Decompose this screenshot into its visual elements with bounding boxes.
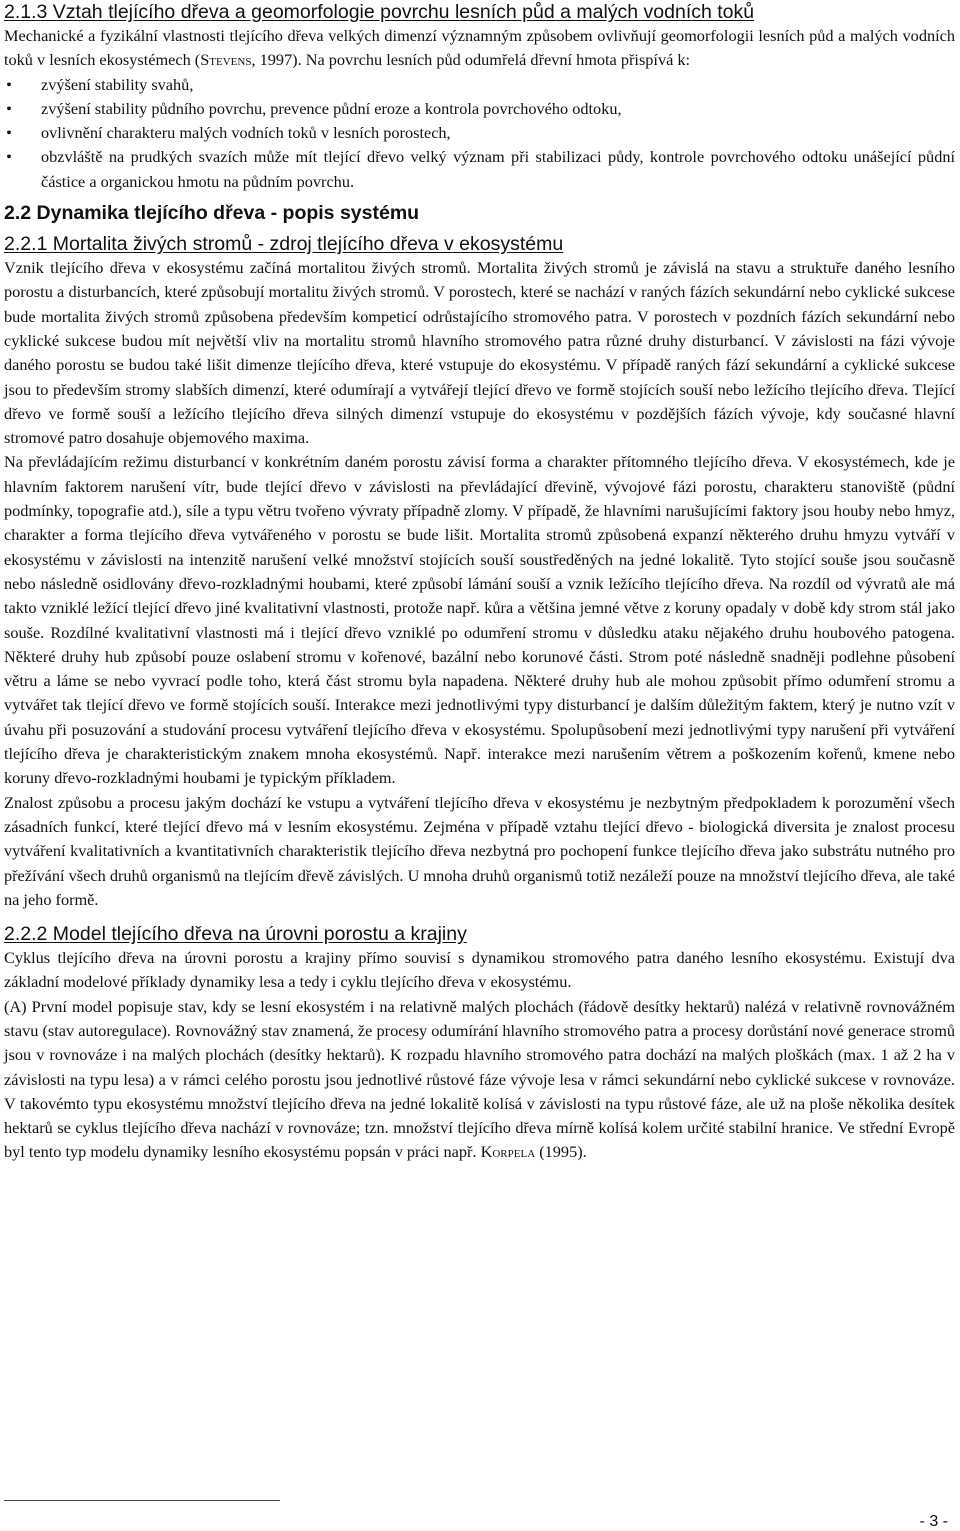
section-heading-2-2-2: 2.2.2 Model tlejícího dřeva na úrovni porostu a krajiny (4, 923, 467, 946)
bullet-icon: • (6, 98, 12, 118)
paragraph: Cyklus tlejícího dřeva na úrovni porostu a krajiny přímo souvisí s dynamikou stromového patra daného lesního ekosystému. Existují dva základní modelové příklady dynamiky lesa a tedy i cyklu tlejícího dřeva v ekosystému. (4, 948, 955, 992)
document-page (4, 0, 955, 1165)
list-item (4, 145, 955, 194)
bullet-icon: • (6, 147, 12, 167)
paragraph: Znalost způsobu a procesu jakým dochází ke vstupu a vytváření tlejícího dřeva v ekosystému je nezbytným předpokladem k porozumění všech zásadních funkcí, které tlející dřevo má v lesním ekosystému. Zejména v případě vztahu tlející dřevo - biologická diversita je znalost procesu vytváření kvalitativních a kvantitativních charakteristik tlejícího dřeva nezbytná pro pochopení funkce tlejícího dřeva jako substrátu nutného pro přežívání všech druhů organismů na tlejícím dřevě závislých. U mnoha druhů organismů totiž nezáleží pouze na množství tlejícího dřeva, ale také na jeho formě. (4, 792, 955, 909)
citation-author-korpela: Korpela (480, 1142, 536, 1162)
list-item-text: ovlivnění charakteru malých vodních toků v lesních porostech, (41, 123, 451, 143)
paragraph (4, 995, 955, 1165)
intro-text-before: Mechanické a fyzikální vlastnosti tlejícího dřeva velkých dimenzí významným způsobem ovlivňují geomorfologii lesních půd a malých vodních toků v lesních ekosystémech ( (4, 26, 955, 70)
section-heading-2-1-3: 2.1.3 Vztah tlejícího dřeva a geomorfologie povrchu lesních půd a malých vodních toků (4, 1, 755, 23)
paragraph-text-after: (1995). (535, 1142, 587, 1162)
list-item-text: zvýšení stability půdního povrchu, prevence půdní eroze a kontrola povrchového odtoku, (41, 98, 622, 118)
intro-paragraph (4, 24, 955, 73)
list-item (4, 121, 955, 145)
bullet-list (4, 73, 955, 194)
paragraph-text-before: (A) První model popisuje stav, kdy se lesní ekosystém i na relativně malých plochách (řádově desítky hektarů) nalézá v relativně rovnovážném stavu (stav autoregulace). Rovnovážný stav znamená, že procesy odumírání hlavního stromového patra a procesy dorůstání nové generace stromů jsou v rovnováze i na malých plochách (desítky hektarů). K rozpadu hlavního stromového patra dochází na malých ploškách (max. 1 až 2 ha v závislosti na typu lesa) a v rámci celého porostu jsou jednotlivé růstové fáze vývoje lesa v rámci sekundární nebo cyklické sukcese v rovnováze. V takovémto typu ekosystému množství tlejícího dřeva na jedné lokalitě kolísá v závislosti na typu růstové fáze, ale už na ploše několika desítek hektarů se cyklus tlejícího dřeva nachází v rovnováze; tzn. množství tlejícího dřeva mírně kolísá kolem určité stabilní hranice. Ve střední Evropě byl tento typ modelu dynamiky lesního ekosystému popsán v práci např. (4, 996, 955, 1162)
bullet-icon: • (6, 74, 12, 94)
bullet-icon: • (6, 123, 12, 143)
list-item-text: zvýšení stability svahů, (41, 74, 194, 94)
list-item (4, 73, 955, 97)
list-item-text: obzvláště na prudkých svazích může mít tlející dřevo velký význam při stabilizaci půdy, kontrole povrchového odtoku unášející půdní částice a organickou hmotu na půdním povrchu. (41, 147, 955, 191)
section-heading-2-2-1: 2.2.1 Mortalita živých stromů - zdroj tlejícího dřeva v ekosystému (4, 233, 564, 256)
page-number: - 3 - (919, 1513, 948, 1530)
paragraph: Na převládajícím režimu disturbancí v konkrétním daném porostu závisí forma a charakter přítomného tlejícího dřeva. V ekosystémech, kde je hlavním faktorem narušení vítr, bude tlející dřevo v závislosti na převládající dřevině, vývojové fázi porostu, charakteru stanoviště (půdní podmínky, topografie atd.), síle a typu větru tvořeno vývraty případně zlomy. V případě, že hlavními narušujícími faktory jsou houby nebo hmyz, charakter a forma tlejícího dřeva vytvářeného v porostu se bude lišit. Mortalita stromů způsobená expanzí některého druhu hmyzu vytváří v ekosystému v závislosti na intenzitě narušení velké množství stojících souší soustředěných na jedné lokalitě. Tyto stojící souše jsou současně nebo následně osidlovány dřevo-rozkladnými houbami, které způsobí lámání souší a vznik ležícího tlejícího dřeva. Na rozdíl od vývratů ale má takto vzniklé ležící tlející dřevo jiné kvalitativní vlastnosti, protože např. kůra a většina jemné větve z koruny opadaly v době kdy strom stál jako souše. Rozdílné kvalitativní vlastnosti má i tlející dřevo vzniklé po odumření stromu v důsledku ataku nějakého druhu houbového patogena. Některé druhy hub způsobí pouze oslabení stromu v kořenové, bazální nebo korunové části. Strom poté následně snadněji podlehne působení větru a láme se nebo vyvrací podle toho, která část stromu byla napadena. Některé druhy hub ale mohou způsobit přímo odumření stromu a vytvářet tak tlející dřevo ve formě stojících souší. Interakce mezi jednotlivými typy disturbancí je dalším důležitým faktem, který je nutno vzít v úvahu při posuzování a studování procesu vytváření tlejícího dřeva v ekosystému. Spolupůsobení mezi jednotlivými typy narušení při vytváření tlejícího dřeva je charakteristickým znakem mnoha ekosystémů. Např. interakce mezi narušením větrem a poškozením kořenů, kmene nebo koruny dřevo-rozkladnými houbami je typickým příkladem. (4, 452, 955, 788)
intro-text-after: , 1997). Na povrchu lesních půd odumřelá dřevní hmota přispívá k: (251, 50, 691, 70)
citation-author-stevens: Stevens (200, 50, 252, 70)
paragraph: Vznik tlejícího dřeva v ekosystému začíná mortalitou živých stromů. Mortalita živých stromů je závislá na stavu a struktuře daného lesního porostu a disturbancích, které způsobují mortalitu živých stromů. V porostech, které se nachází v raných fázích sekundární nebo cyklické sukcese bude mortalita živých stromů způsobena především kompeticí odrůstajícího stromového patra. V porostech v pozdních fázích sekundární nebo cyklické sukcese budou mít největší vliv na mortalitu stromů hlavního stromového patra různé druhy disturbancí. V závislosti na fázi vývoje daného porostu se budou také lišit dimenze tlejícího dřeva, které vstupuje do ekosystému. V případě raných fází sekundární a cyklické sukcese jsou to především stromy slabších dimenzí, které odumírají a vytvářejí tlející dřevo ve formě stojících souší nebo ležícího tlejícího dřeva. Tlející dřevo ve formě souší a ležícího tlejícího dřeva silných dimenzí vstupuje do ekosystému v pozdějších fázích vývoje, kdy současné hlavní stromové patro dosahuje objemového maxima. (4, 258, 955, 448)
section-heading-2-2: 2.2 Dynamika tlejícího dřeva - popis systému (4, 202, 420, 225)
footer-divider (4, 1500, 280, 1501)
list-item (4, 97, 955, 121)
